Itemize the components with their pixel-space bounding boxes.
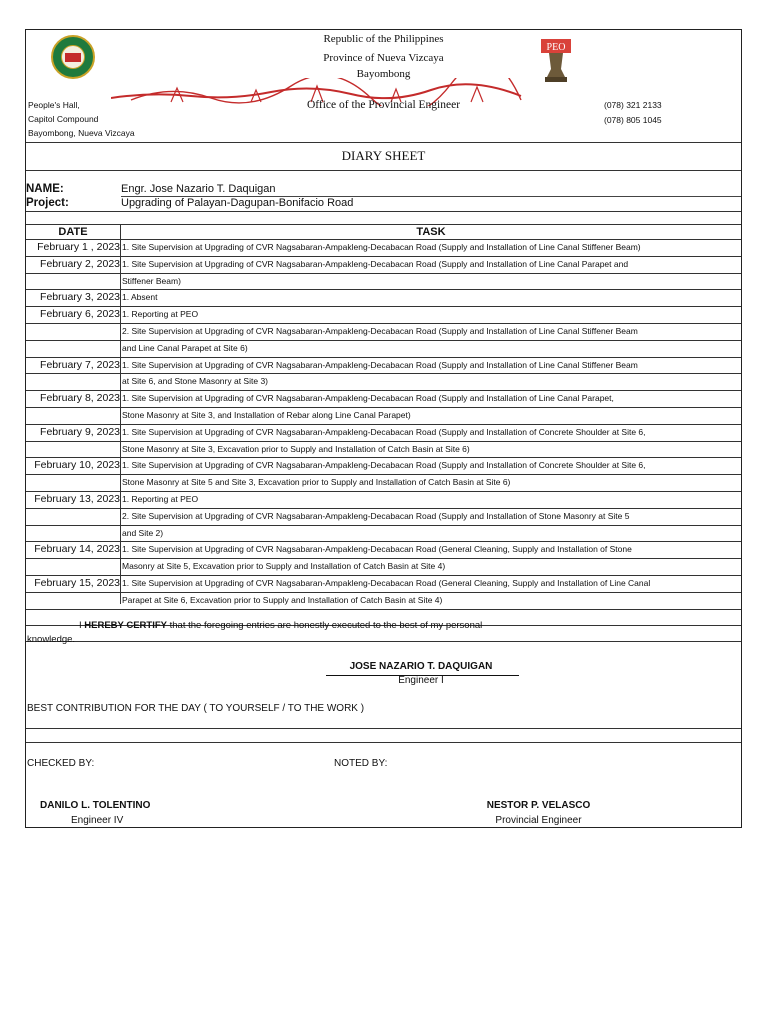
noted-by-title: Provincial Engineer — [495, 815, 582, 826]
table-row — [26, 541, 741, 575]
address-line-1: People's Hall, — [28, 100, 80, 110]
project-value: Upgrading of Palayan-Dagupan-Bonifacio Road — [121, 197, 354, 209]
header-town: Bayombong — [356, 68, 411, 80]
row-date: February 15, 2023 — [34, 577, 120, 589]
row-task-line: 1. Reporting at PEO — [122, 309, 199, 320]
row-date: February 10, 2023 — [34, 459, 120, 472]
row-task-line: 1. Site Supervision at Upgrading of CVR Nagsabaran-Ampakleng-Decabacan Road (Supply and Installation of Line Canal Stiffener Beam — [122, 359, 638, 370]
row-task-line: Parapet at Site 6, Excavation prior to Supply and Installation of Catch Basin at Site 4) — [122, 594, 443, 605]
row-date: February 13, 2023 — [34, 493, 120, 505]
table-row — [26, 390, 741, 424]
table-row — [26, 256, 741, 290]
page-title: DIARY SHEET — [341, 148, 426, 163]
noted-by-name: NESTOR P. VELASCO — [486, 800, 591, 811]
row-date: February 6, 2023 — [40, 308, 120, 321]
row-task-line: 1. Absent — [122, 292, 158, 303]
project-label: Project: — [26, 197, 69, 209]
row-task-line: 1. Site Supervision at Upgrading of CVR Nagsabaran-Ampakleng-Decabacan Road (General Cleaning, Supply and Installation of Line Canal — [122, 578, 651, 588]
table-row — [26, 306, 741, 356]
row-task-line: 2. Site Supervision at Upgrading of CVR Nagsabaran-Ampakleng-Decabacan Road (Supply and Installation of Stone Masonry at Site 5 — [122, 510, 630, 521]
checked-by-label: CHECKED BY: — [27, 758, 95, 769]
row-task-line: Stone Masonry at Site 3, and Installation of Rebar along Line Canal Parapet) — [122, 409, 411, 420]
signatory-name: JOSE NAZARIO T. DAQUIGAN — [349, 661, 493, 672]
header-province: Province of Nueva Vizcaya — [323, 52, 444, 64]
table-row — [26, 575, 741, 609]
row-task-line: 1. Site Supervision at Upgrading of CVR Nagsabaran-Ampakleng-Decabacan Road (Supply and Installation of Line Canal Stiffener Beam) — [122, 242, 641, 252]
phone-1: (078) 321 2133 — [604, 100, 662, 110]
certify-bold: HEREBY CERTIFY — [84, 620, 167, 631]
checked-by-name: DANILO L. TOLENTINO — [40, 800, 151, 811]
name-label: NAME: — [26, 183, 64, 195]
svg-text:PEO: PEO — [546, 42, 566, 53]
row-task-line: Stiffener Beam) — [122, 275, 181, 286]
table-row — [26, 491, 741, 541]
row-task-line: Stone Masonry at Site 5 and Site 3, Excavation prior to Supply and Installation of Catch Basin at Site 6) — [122, 477, 511, 488]
header-republic: Republic of the Philippines — [323, 33, 444, 45]
row-task-line: Stone Masonry at Site 3, Excavation prior to Supply and Installation of Catch Basin at Site 6) — [122, 443, 470, 454]
phone-2: (078) 805 1045 — [604, 115, 662, 125]
best-contribution-label: BEST CONTRIBUTION FOR THE DAY ( TO YOURSELF / TO THE WORK ) — [27, 703, 365, 714]
diary-table — [26, 224, 741, 606]
table-row — [26, 457, 741, 491]
row-date: February 1 , 2023 — [37, 241, 120, 253]
row-task-line: 1. Site Supervision at Upgrading of CVR Nagsabaran-Ampakleng-Decabacan Road (Supply and Installation of Line Canal Parapet and — [122, 258, 629, 269]
row-date: February 3, 2023 — [40, 291, 120, 304]
row-task-line: 1. Reporting at PEO — [122, 494, 199, 504]
table-row — [26, 357, 741, 391]
checked-by-title: Engineer IV — [71, 815, 124, 826]
address-line-3: Bayombong, Nueva Vizcaya — [28, 128, 135, 138]
row-date: February 2, 2023 — [40, 257, 120, 270]
table-row — [26, 239, 741, 256]
task-column-header: TASK — [416, 226, 446, 238]
certify-statement: I HEREBY CERTIFY that the foregoing entries are honestly executed to the best of my personal — [79, 620, 483, 631]
row-date: February 7, 2023 — [40, 358, 120, 371]
table-row — [26, 289, 741, 306]
row-task-line: 1. Site Supervision at Upgrading of CVR Nagsabaran-Ampakleng-Decabacan Road (Supply and Installation of Concrete Shoulder at Site 6, — [122, 460, 646, 471]
row-task-line: and Line Canal Parapet at Site 6) — [122, 342, 248, 353]
date-column-header: DATE — [58, 226, 88, 238]
row-date: February 9, 2023 — [40, 425, 120, 438]
header-office: Office of the Provincial Engineer — [306, 99, 461, 111]
row-task-line: 1. Site Supervision at Upgrading of CVR Nagsabaran-Ampakleng-Decabacan Road (Supply and Installation of Concrete Shoulder at Site 6, — [122, 426, 646, 437]
table-row — [26, 424, 741, 458]
row-date: February 14, 2023 — [34, 543, 120, 556]
row-task-line: at Site 6, and Stone Masonry at Site 3) — [122, 376, 268, 387]
row-task-line: 2. Site Supervision at Upgrading of CVR Nagsabaran-Ampakleng-Decabacan Road (Supply and Installation of Line Canal Stiffener Beam — [122, 325, 638, 336]
noted-by-label: NOTED BY: — [334, 758, 388, 769]
address-line-2: Capitol Compound — [28, 114, 99, 124]
certify-continuation: knowledge. — [27, 634, 76, 645]
row-task-line: Masonry at Site 5, Excavation prior to Supply and Installation of Catch Basin at Site 4) — [122, 561, 446, 572]
row-task-line: 1. Site Supervision at Upgrading of CVR Nagsabaran-Ampakleng-Decabacan Road (Supply and Installation of Line Canal Parapet, — [122, 393, 614, 404]
name-value: Engr. Jose Nazario T. Daquigan — [121, 183, 276, 195]
row-date: February 8, 2023 — [40, 392, 120, 405]
diary-sheet — [25, 29, 742, 828]
signatory-title: Engineer I — [398, 675, 444, 686]
row-task-line: and Site 2) — [122, 527, 164, 538]
row-task-line: 1. Site Supervision at Upgrading of CVR Nagsabaran-Ampakleng-Decabacan Road (General Cleaning, Supply and Installation of Stone — [122, 544, 632, 555]
